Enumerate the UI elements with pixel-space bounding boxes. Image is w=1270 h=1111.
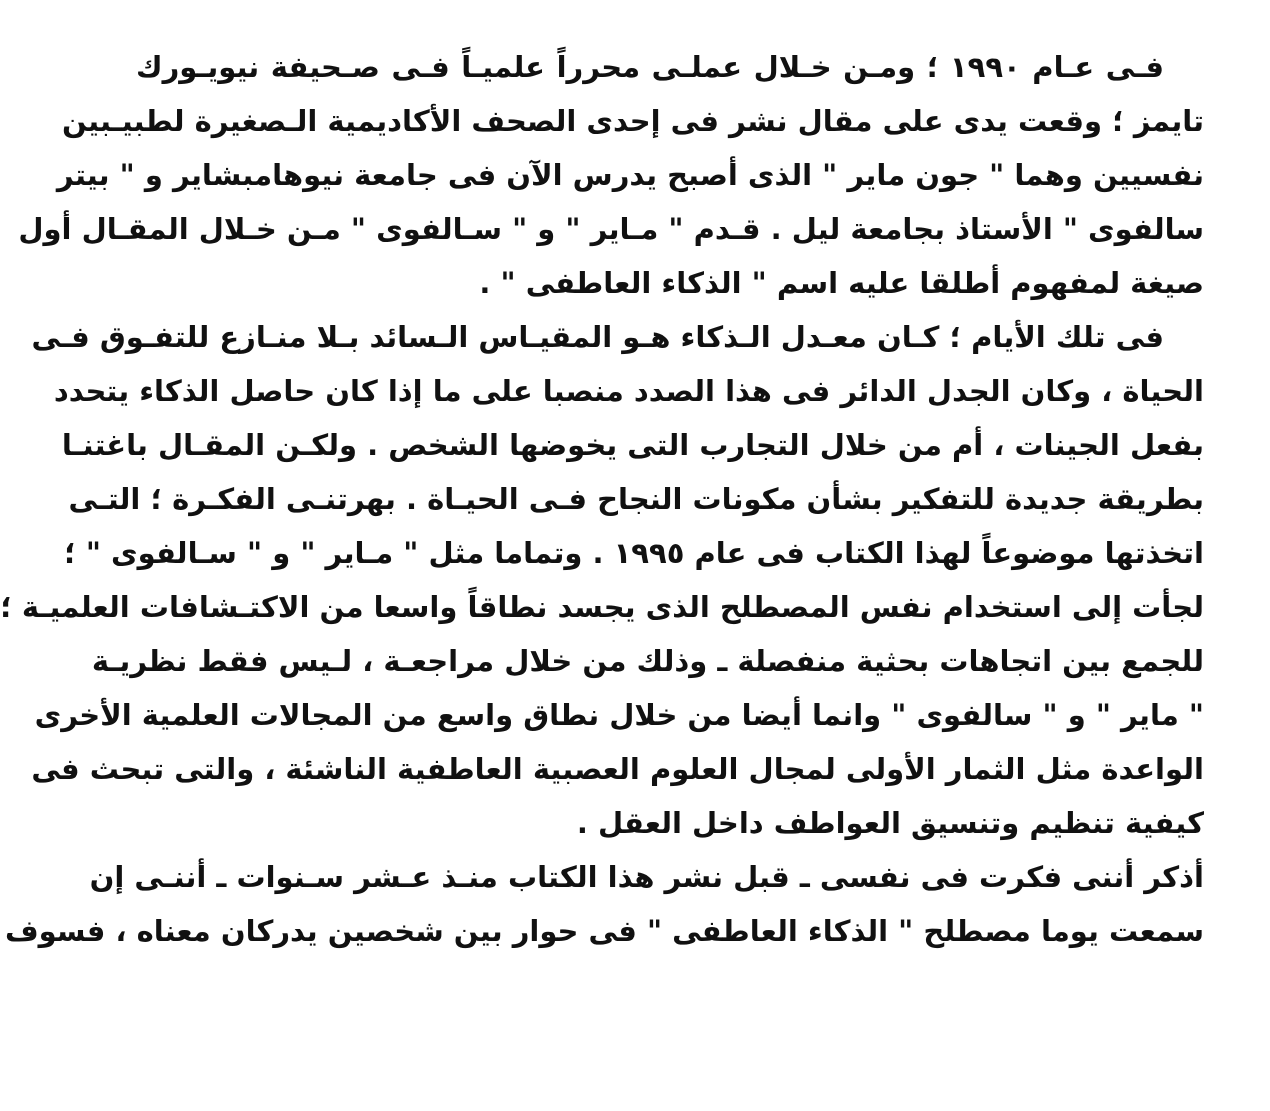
paragraph-3 <box>5 850 1204 958</box>
text-line: سالفوى " الأستاذ بجامعة ليل . قـدم " مـاير " و " سـالفوى " مـن خـلال المقـال أول <box>18 212 1204 246</box>
text-line: سمعت يوما مصطلح " الذكاء العاطفى " فى حوار بين شخصين يدركان معناه ، فسوف <box>5 914 1204 948</box>
text-line: صيغة لمفهوم أطلقا عليه اسم " الذكاء العاطفى " . <box>479 266 1204 300</box>
text-line: بطريقة جديدة للتفكير بشأن مكونات النجاح فـى الحيـاة . بهرتنـى الفكـرة ؛ التـى <box>68 482 1204 516</box>
text-line: بفعل الجينات ، أم من خلال التجارب التى يخوضها الشخص . ولكـن المقـال باغتنـا <box>61 428 1204 462</box>
text-line: لجأت إلى استخدام نفس المصطلح الذى يجسد نطاقاً واسعا من الاكتـشافات العلميـة ؛ <box>0 590 1204 624</box>
text-line: الواعدة مثل الثمار الأولى لمجال العلوم العصبية العاطفية الناشئة ، والتى تبحث فى <box>31 752 1204 786</box>
text-line: للجمع بين اتجاهات بحثية منفصلة ـ وذلك من خلال مراجعـة ، لـيس فقط نظريـة <box>91 644 1204 678</box>
paragraph-2 <box>0 310 1204 850</box>
paragraph-1 <box>18 40 1204 310</box>
text-line: الحياة ، وكان الجدل الدائر فى هذا الصدد منصبا على ما إذا كان حاصل الذكاء يتحدد <box>53 374 1204 408</box>
text-line: اتخذتها موضوعاً لهذا الكتاب فى عام ١٩٩٥ . وتماما مثل " مـاير " و " سـالفوى " ؛ <box>64 536 1204 570</box>
text-line: نفسيين وهما " جون ماير " الذى أصبح يدرس الآن فى جامعة نيوهامبشاير و " بيتر <box>56 158 1204 192</box>
text-line: كيفية تنظيم وتنسيق العواطف داخل العقل . <box>576 806 1204 840</box>
text-line: تايمز ؛ وقعت يدى على مقال نشر فى إحدى الصحف الأكاديمية الـصغيرة لطبيـبين <box>62 104 1204 138</box>
text-line: " ماير " و " سالفوى " وانما أيضا من خلال نطاق واسع من المجالات العلمية الأخرى <box>34 698 1204 732</box>
text-line: فى تلك الأيام ؛ كـان معـدل الـذكاء هـو المقيـاس الـسائد بـلا منـازع للتفـوق فـى <box>31 320 1164 354</box>
text-line: فـى عـام ١٩٩٠ ؛ ومـن خـلال عملـى محرراً علميـاً فـى صـحيفة نيويـورك <box>136 50 1164 84</box>
text-line: أذكر أننى فكرت فى نفسى ـ قبل نشر هذا الكتاب منـذ عـشر سـنوات ـ أننـى إن <box>89 860 1204 894</box>
